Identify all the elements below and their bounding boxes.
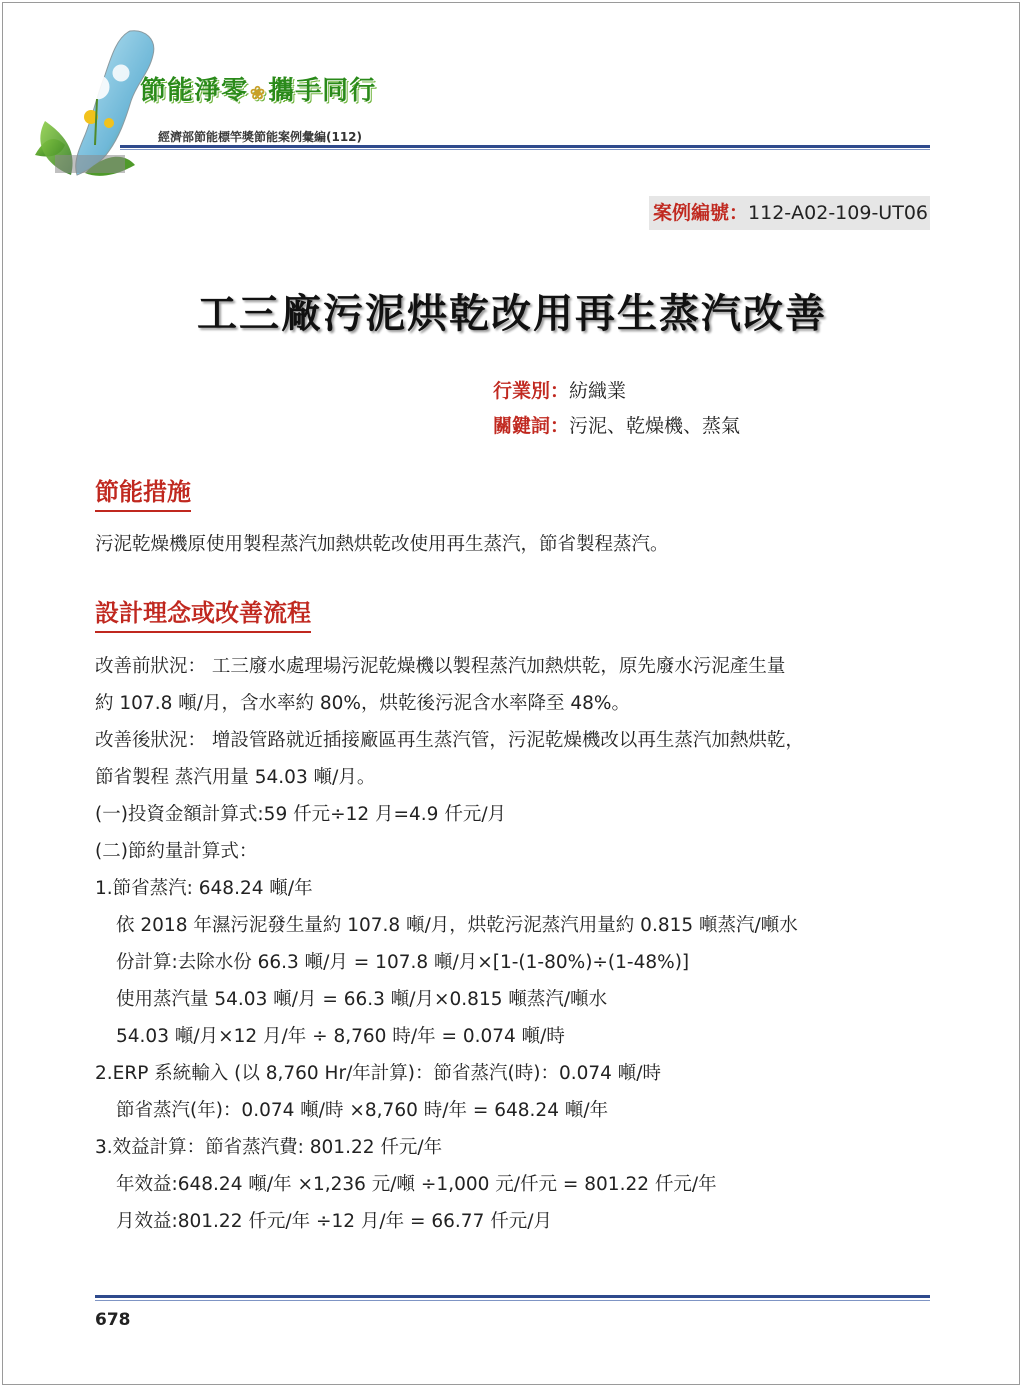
- body-line: 月效益:801.22 仟元/年 ÷12 月/年 = 66.77 仟元/月: [116, 1211, 552, 1232]
- slogan-left: 節能淨零: [140, 76, 249, 106]
- page-title: 工三廠污泥烘乾改用再生蒸汽改善: [197, 291, 827, 337]
- case-number-label: 案例編號：: [653, 202, 749, 224]
- body-line: 節省製程 蒸汽用量 54.03 噸/月。: [95, 767, 376, 788]
- body-line: 節省蒸汽(年)：0.074 噸/時 ×8,760 時/年 = 648.24 噸/年: [116, 1100, 609, 1121]
- body-line: 依 2018 年濕污泥發生量約 107.8 噸/月，烘乾污泥蒸汽用量約 0.815 噸蒸汽/噸水: [116, 915, 798, 936]
- industry-row: [493, 376, 626, 403]
- industry-value: 紡織業: [569, 380, 627, 402]
- section-heading-measures: 節能措施: [95, 472, 191, 512]
- header-rule-thin: [120, 149, 930, 150]
- header-subtitle: 經濟部節能標竿獎節能案例彙編(112): [158, 130, 363, 144]
- keywords-row: [493, 411, 740, 438]
- header-slogan: [140, 70, 376, 107]
- body-line: 1.節省蒸汽: 648.24 噸/年: [95, 878, 313, 899]
- body-line: 3.效益計算：節省蒸汽費: 801.22 仟元/年: [95, 1137, 443, 1158]
- body-line: 改善前狀況： 工三廢水處理場污泥乾燥機以製程蒸汽加熱烘乾，原先廢水污泥產生量: [95, 656, 786, 677]
- case-number-value: 112-A02-109-UT06: [748, 202, 928, 224]
- footer-rule: [95, 1295, 930, 1298]
- footer-rule-thin: [95, 1300, 930, 1301]
- body-line: 使用蒸汽量 54.03 噸/月 = 66.3 噸/月×0.815 噸蒸汽/噸水: [116, 989, 608, 1010]
- keywords-value: 污泥、乾燥機、蒸氣: [569, 415, 741, 437]
- industry-label: 行業別：: [493, 380, 570, 402]
- body-line: 改善後狀況： 增設管路就近插接廠區再生蒸汽管，污泥乾燥機改以再生蒸汽加熱烘乾，: [95, 730, 804, 751]
- header-rule: [120, 145, 930, 148]
- case-number-box: [649, 196, 930, 230]
- body-line: 54.03 噸/月×12 月/年 ÷ 8,760 時/年 = 0.074 噸/時: [116, 1026, 565, 1047]
- measures-text: 污泥乾燥機原使用製程蒸汽加熱烘乾改使用再生蒸汽，節省製程蒸汽。: [95, 534, 669, 555]
- body-line: 約 107.8 噸/月，含水率約 80%，烘乾後污泥含水率降至 48%。: [95, 693, 630, 714]
- body-line: 份計算:去除水份 66.3 噸/月 = 107.8 噸/月×[1-(1-80%)÷(1-48%)]: [116, 952, 690, 973]
- flower-separator-icon: ❀: [250, 83, 267, 104]
- body-line: (一)投資金額計算式:59 仟元÷12 月=4.9 仟元/月: [95, 804, 507, 825]
- body-line: 年效益:648.24 噸/年 ×1,236 元/噸 ÷1,000 元/仟元 = 801.22 仟元/年: [116, 1174, 717, 1195]
- keywords-label: 關鍵詞：: [493, 415, 570, 437]
- page-number: 678: [95, 1310, 131, 1330]
- body-line: 2.ERP 系統輸入 (以 8,760 Hr/年計算)：節省蒸汽(時)：0.074 噸/時: [95, 1063, 662, 1084]
- section-heading-design: 設計理念或改善流程: [95, 593, 311, 633]
- body-line: (二)節約量計算式：: [95, 841, 258, 862]
- slogan-right: 攜手同行: [268, 76, 377, 106]
